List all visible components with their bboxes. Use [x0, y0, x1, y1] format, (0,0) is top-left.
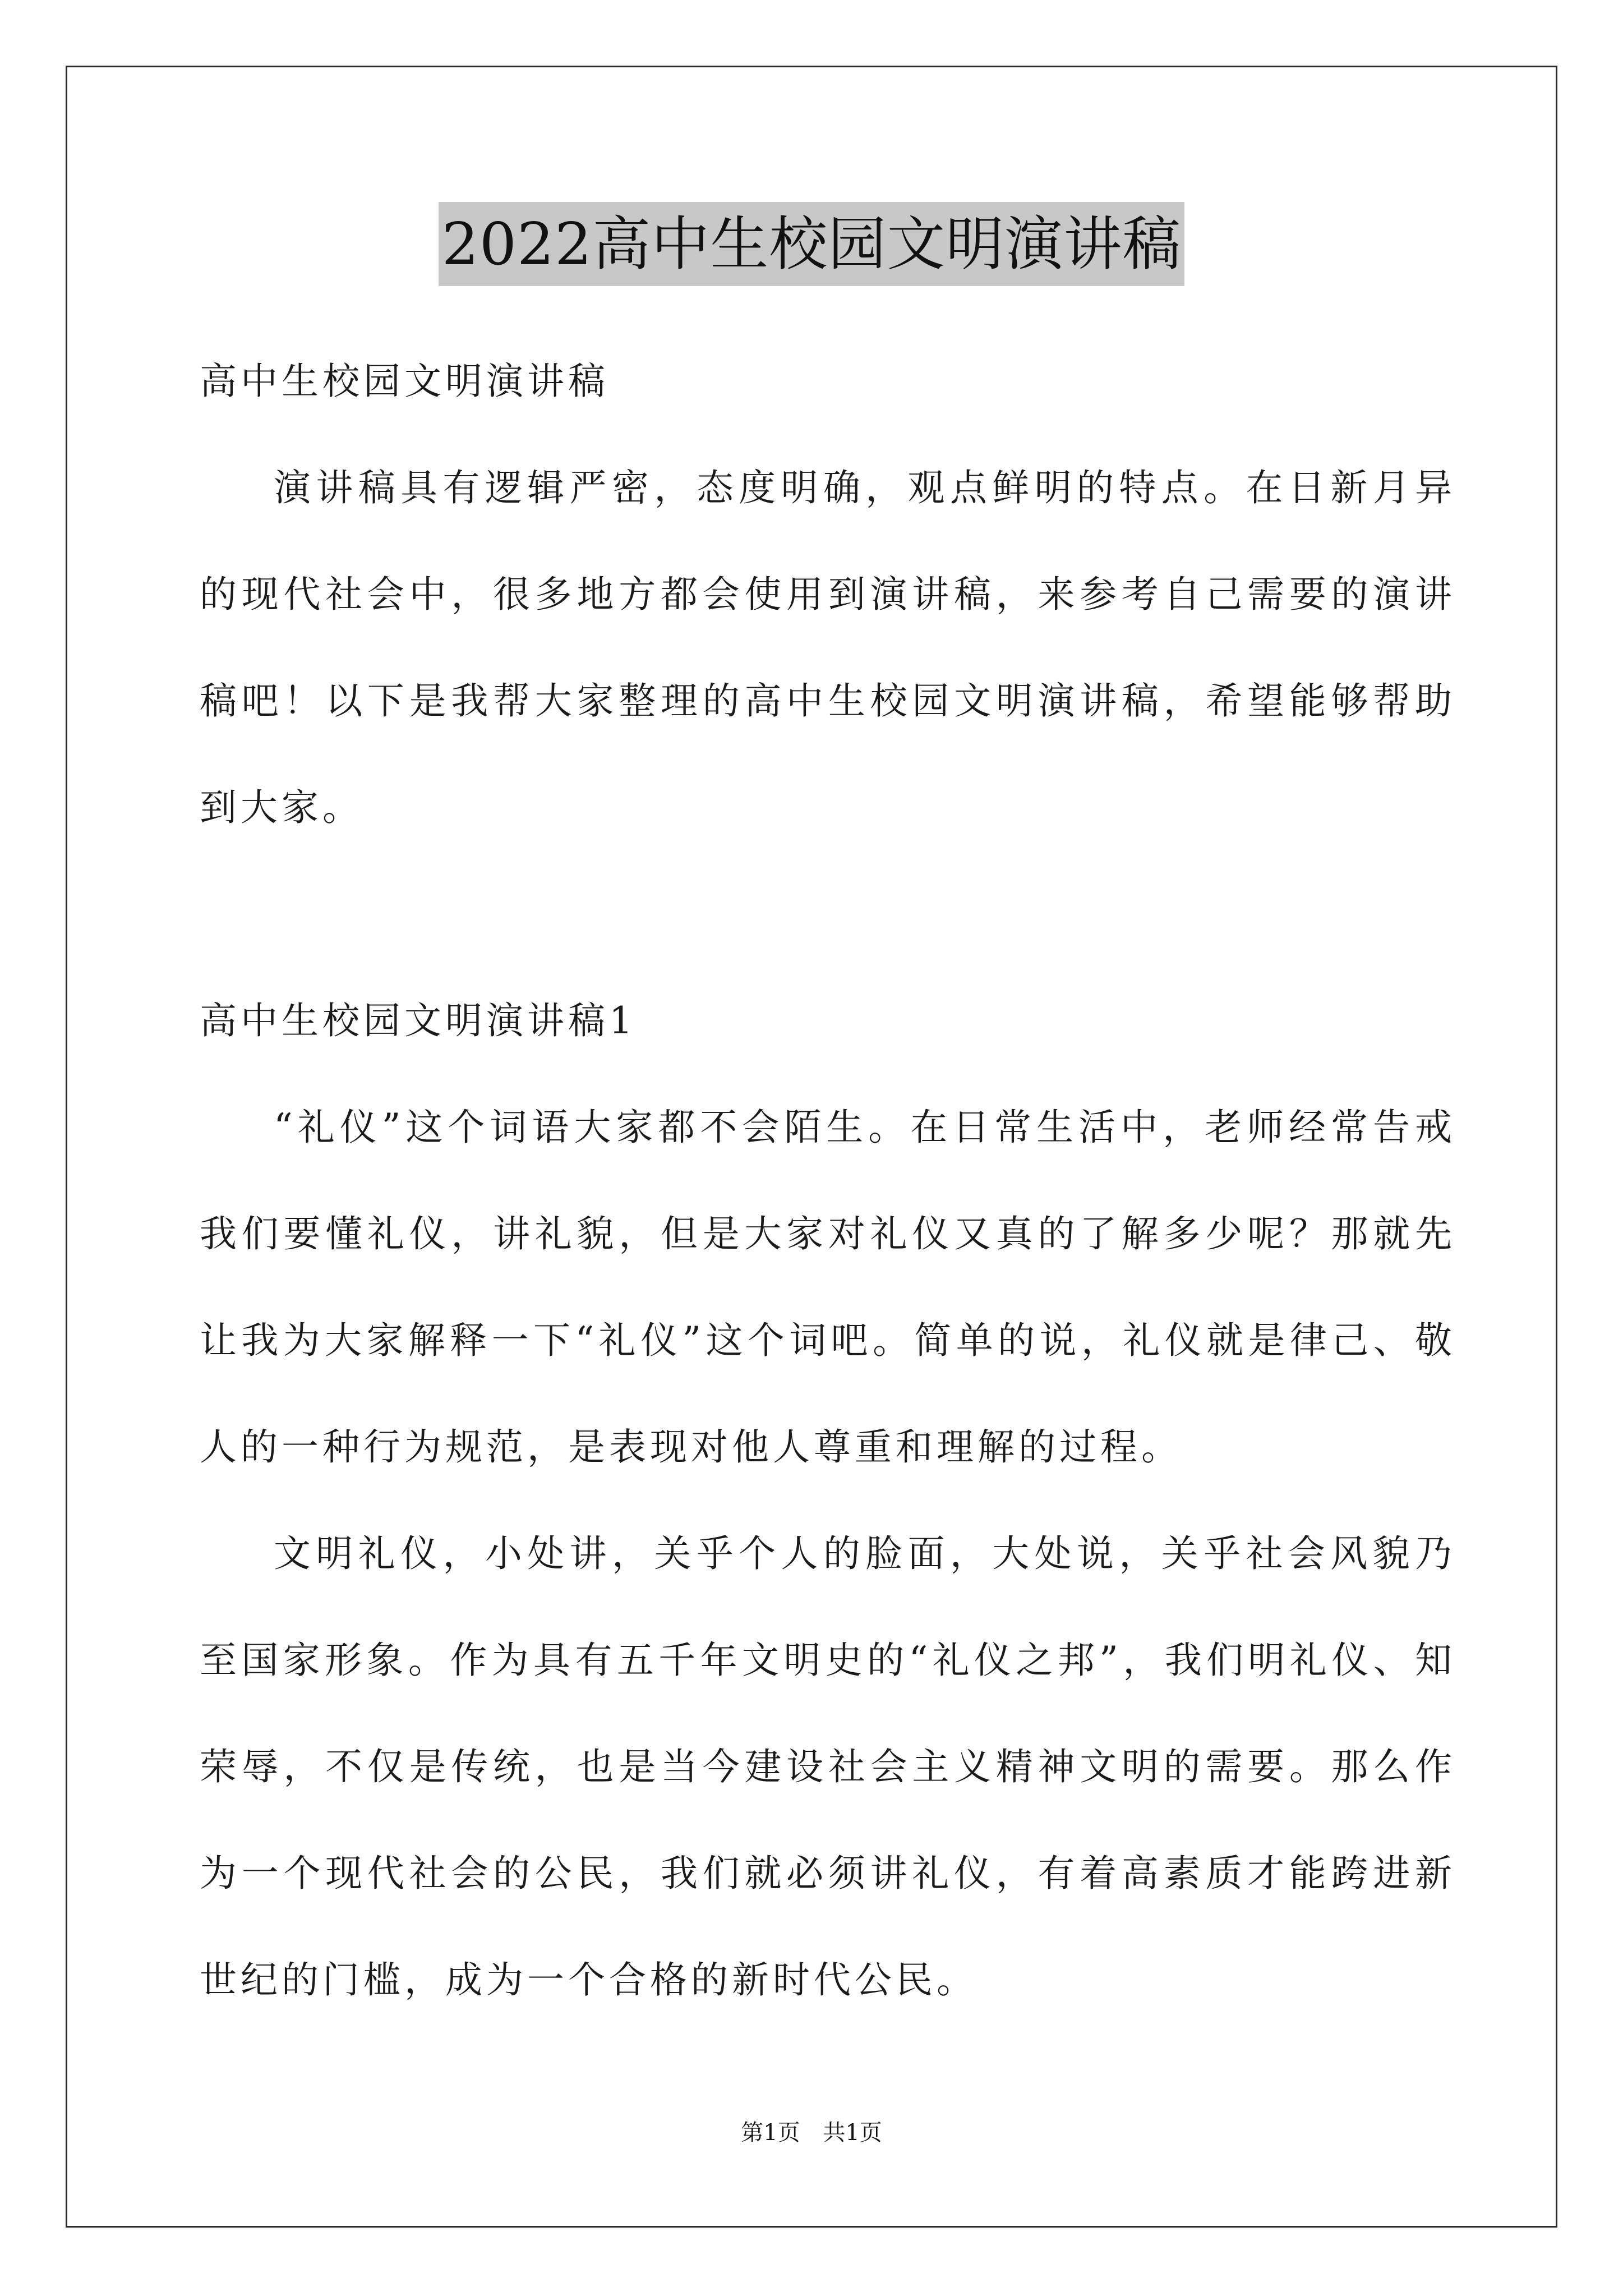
- page-total: 共1页: [823, 2120, 882, 2146]
- title-area: [0, 202, 1623, 286]
- page-number: 第1页: [741, 2120, 800, 2146]
- document-body: [200, 328, 1456, 2033]
- paragraph: 演讲稿具有逻辑严密，态度明确，观点鲜明的特点。在日新月异的现代社会中，很多地方都会使用到演讲稿，来参考自己需要的演讲稿吧！以下是我帮大家整理的高中生校园文明演讲稿，希望能够帮助到大家。: [200, 466, 1456, 829]
- section-gap: [200, 861, 1456, 968]
- paragraph: 文明礼仪，小处讲，关乎个人的脸面，大处说，关乎社会风貌乃至国家形象。作为具有五千年文明史的“礼仪之邦”，我们明礼仪、知荣辱，不仅是传统，也是当今建设社会主义精神文明的需要。那么作为一个现代社会的公民，我们就必须讲礼仪，有着高素质才能跨进新世纪的门槛，成为一个合格的新时代公民。: [200, 1532, 1456, 2001]
- page-footer: [0, 2115, 1623, 2147]
- section-heading: 高中生校园文明演讲稿: [200, 360, 609, 403]
- document-title: 2022高中生校园文明演讲稿: [439, 202, 1185, 286]
- paragraph: “礼仪”这个词语大家都不会陌生。在日常生活中，老师经常告戒我们要懂礼仪，讲礼貌，但是大家对礼仪又真的了解多少呢？那就先让我为大家解释一下“礼仪”这个词吧。简单的说，礼仪就是律己、敬人的一种行为规范，是表现对他人尊重和理解的过程。: [200, 1106, 1456, 1469]
- section-heading: 高中生校园文明演讲稿1: [200, 999, 637, 1042]
